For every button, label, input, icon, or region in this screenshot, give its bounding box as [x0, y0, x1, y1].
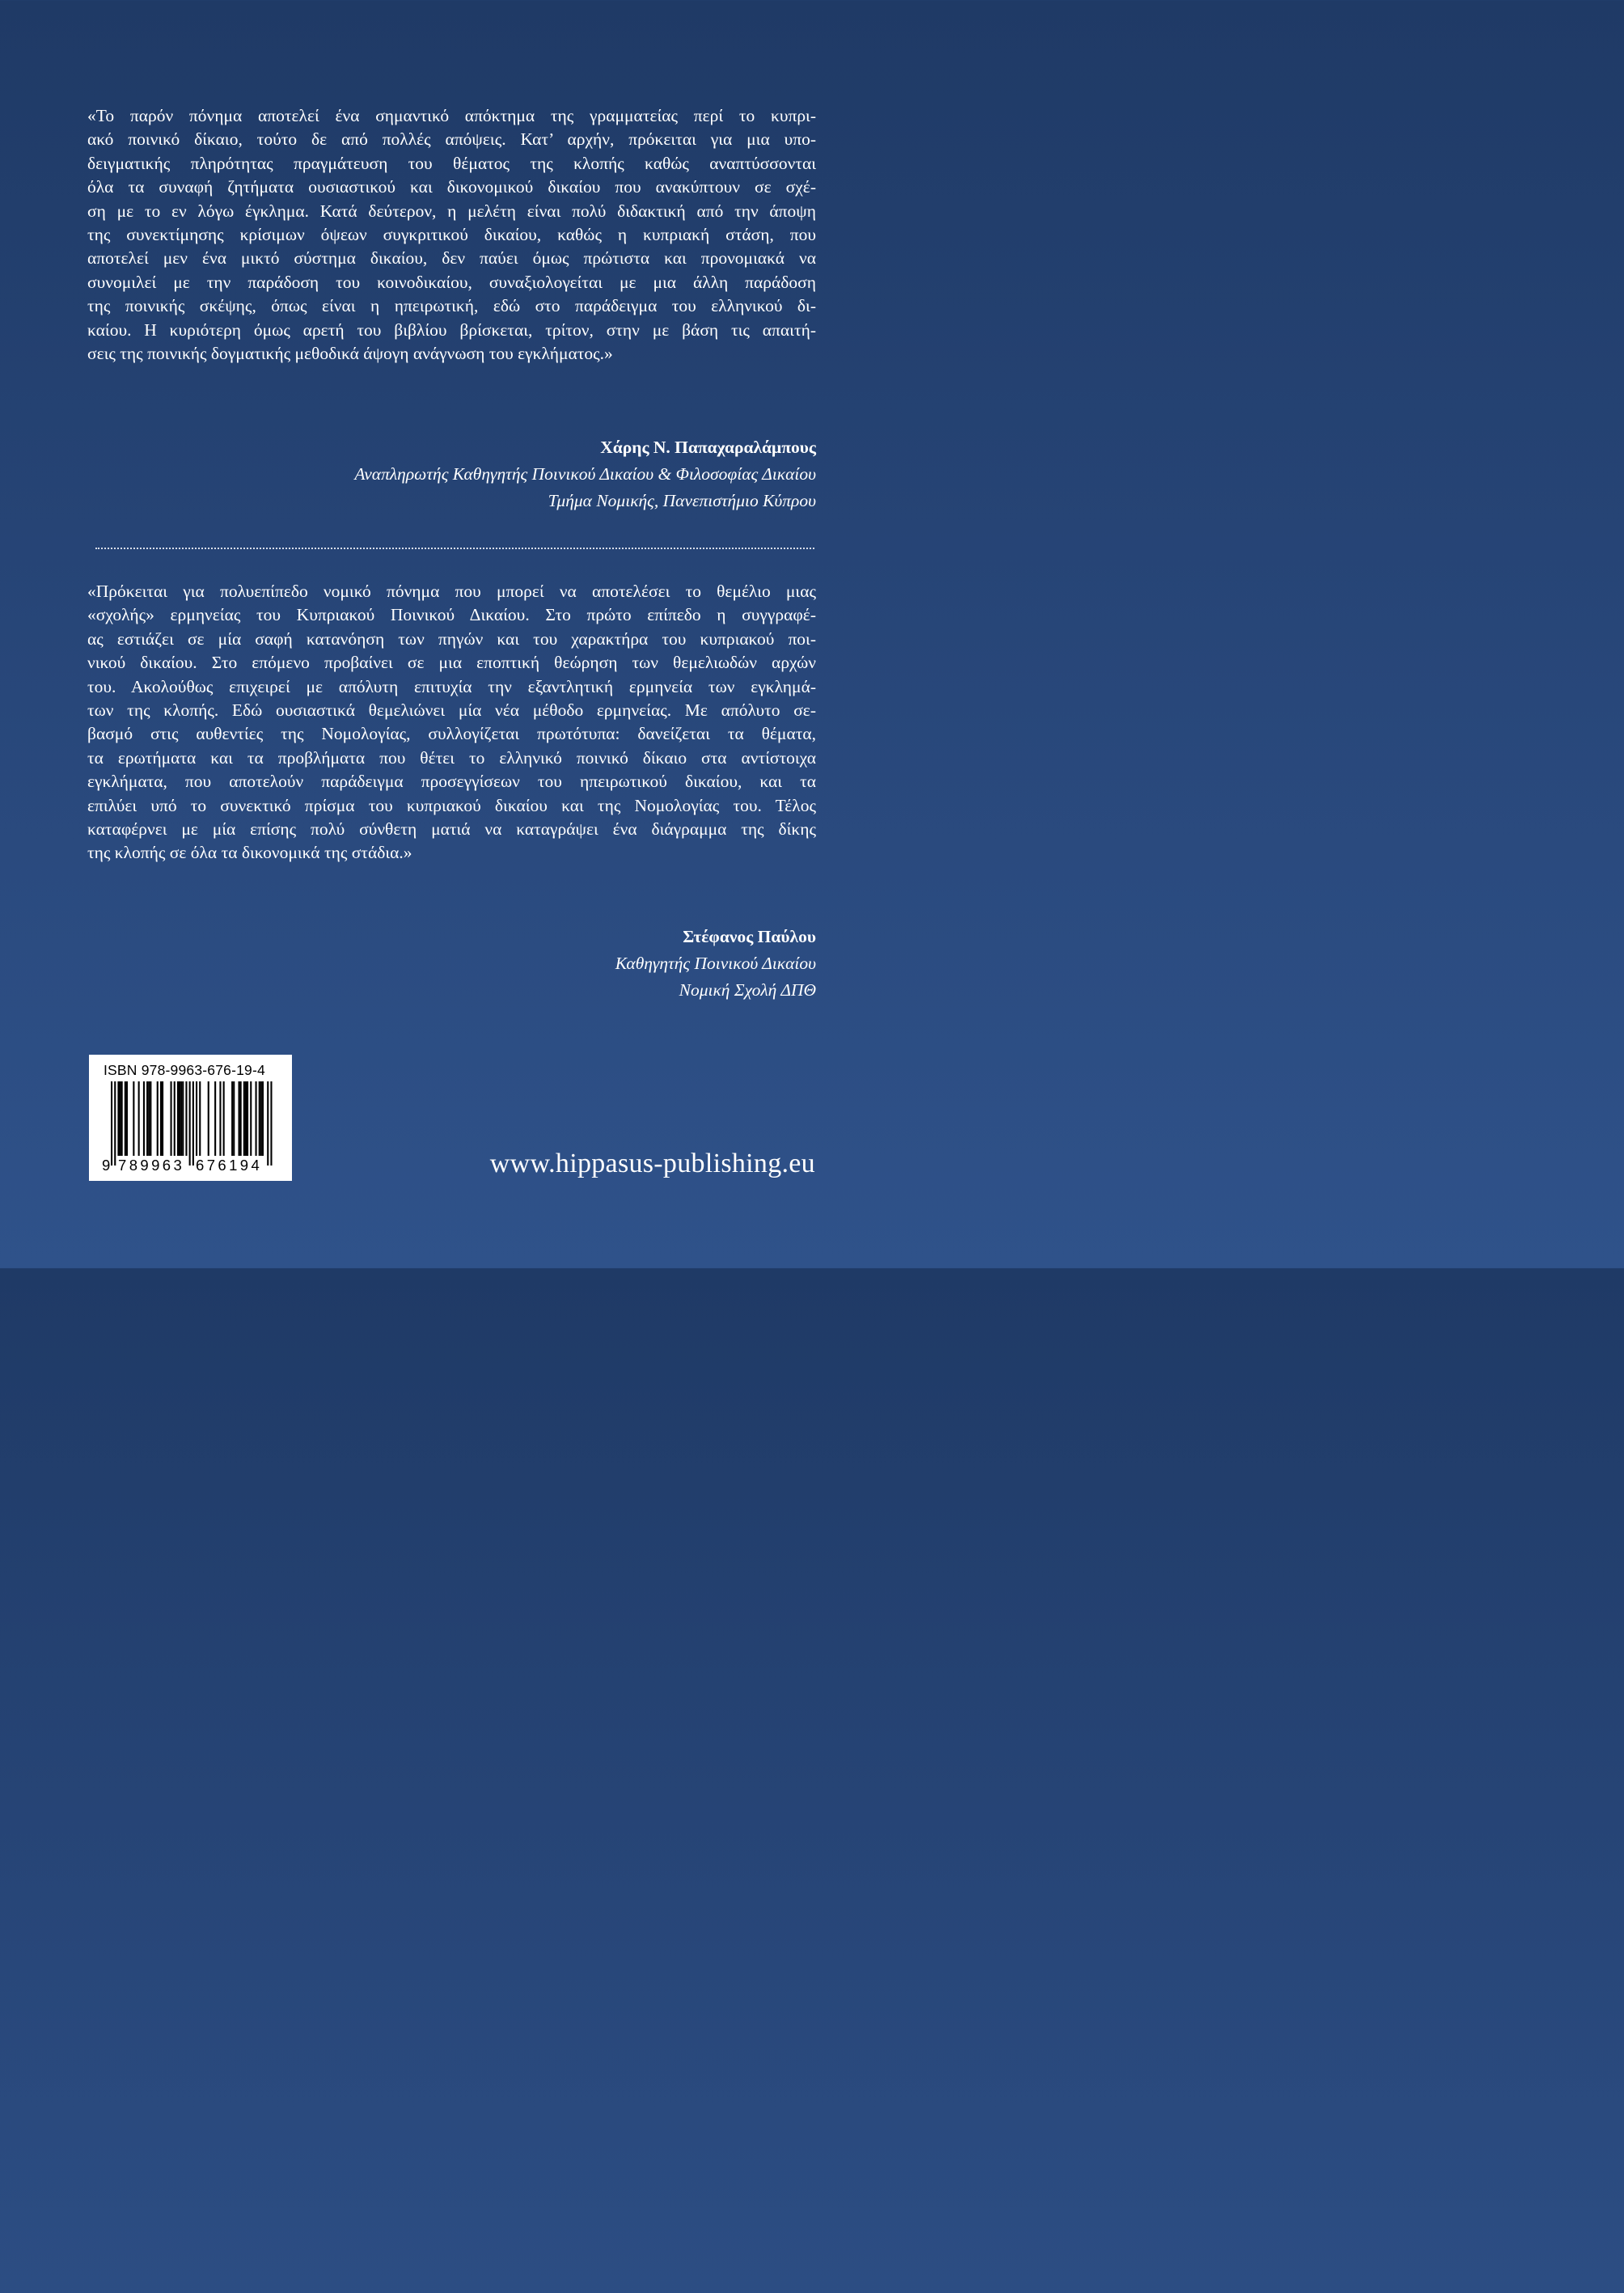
- quote-attribution-2: [615, 924, 816, 1004]
- barcode-bar: [262, 1081, 264, 1156]
- text-line: «Πρόκειται για πολυεπίπεδο νομικό πόνημα που μπορεί να αποτελέσει το θεμέλιο μιας: [87, 582, 816, 601]
- barcode-bar: [180, 1081, 182, 1156]
- barcode-guard-bar: [270, 1081, 272, 1166]
- text-line: τα ερωτήματα και τα προβλήματα που θέτει το ελληνικό ποινικό δίκαιο στα αντίστοιχα: [87, 747, 816, 768]
- barcode-bar: [243, 1081, 245, 1156]
- barcode-digits-right: 676194: [196, 1157, 263, 1174]
- barcode-guard-bar: [189, 1081, 191, 1166]
- barcode-bar: [174, 1081, 176, 1156]
- text-line: των της κλοπής. Εδώ ουσιαστικά θεμελιώνει μία νέα μέθοδο ερμηνείας. Με απόλυτο σε-: [87, 700, 816, 721]
- barcode-bar: [208, 1081, 209, 1156]
- text-line: βασμό στις αυθεντίες της Νομολογίας, συλλογίζεται πρωτότυπα: δανείζεται τα θέματα,: [87, 724, 816, 744]
- barcode-bar: [146, 1081, 148, 1156]
- barcode-bar: [223, 1081, 225, 1156]
- barcode-guard-bar: [267, 1081, 269, 1166]
- text-line: του. Ακολούθως επιχειρεί με απόλυτη επιτυχία την εξαντλητική ερμηνεία των εγκλημά-: [87, 676, 816, 696]
- barcode-digit-first: 9: [102, 1157, 111, 1174]
- barcode-bar: [162, 1081, 163, 1156]
- barcode-bar: [171, 1081, 172, 1156]
- text-line: «Το παρόν πόνημα αποτελεί ένα σημαντικό απόκτημα της γραμματείας περί το κυπρι-: [87, 106, 816, 125]
- barcode-bar: [185, 1081, 187, 1156]
- author-name: Χάρης Ν. Παπαχαραλάμπους: [600, 438, 816, 457]
- text-line: όλα τα συναφή ζητήματα ουσιαστικού και δικονομικού δικαίου που ανακύπτουν σε σχέ-: [87, 177, 816, 197]
- barcode-bar: [177, 1081, 179, 1156]
- barcode-bar: [148, 1081, 150, 1156]
- author-title: Αναπληρωτής Καθηγητής Ποινικού Δικαίου & Φιλοσοφίας Δικαίου: [354, 464, 816, 484]
- text-line: ακό ποινικό δίκαιο, τούτο δε από πολλές απόψεις. Κατ’ αρχήν, πρόκειται για μια υπο-: [87, 129, 816, 150]
- barcode-bar: [160, 1081, 162, 1156]
- quote-attribution-1: [354, 434, 816, 514]
- barcode-guard-bar: [114, 1081, 116, 1166]
- barcode-bar: [157, 1081, 159, 1156]
- barcode-bar: [239, 1081, 240, 1156]
- barcode-bar: [219, 1081, 221, 1156]
- isbn-barcode: [89, 1055, 292, 1181]
- publisher-website: www.hippasus-publishing.eu: [489, 1149, 815, 1178]
- barcode-bar: [214, 1081, 216, 1156]
- barcode-bar: [143, 1081, 145, 1156]
- barcode-bar: [182, 1081, 184, 1156]
- text-line: δειγματικής πληρότητας πραγμάτευση του θέματος της κλοπής καθώς αναπτύσσονται: [87, 153, 816, 173]
- text-line: σεις της ποινικής δογματικής μεθοδικά άψογη ανάγνωση του εγκλήματος.»: [87, 344, 613, 364]
- barcode-bar: [233, 1081, 235, 1156]
- barcode-guard-bar: [192, 1081, 194, 1166]
- barcode-bar: [250, 1081, 252, 1156]
- text-line: καταφέρνει με μία επίσης πολύ σύνθετη ματιά να καταγράψει ένα διάγραμμα της δίκης: [87, 819, 816, 840]
- author-affiliation: Νομική Σχολή ΔΠΘ: [679, 980, 816, 1000]
- barcode-bar: [256, 1081, 257, 1156]
- author-title: Καθηγητής Ποινικού Δικαίου: [615, 954, 816, 973]
- barcode-bar: [138, 1081, 140, 1156]
- text-line: ας εστιάζει σε μία σαφή κατανόηση των πηγών και του χαρακτήρα του κυπριακού ποι-: [87, 628, 816, 649]
- barcode-digits-left: 789963: [118, 1157, 185, 1174]
- barcode-bar: [133, 1081, 134, 1156]
- barcode-bar: [117, 1081, 119, 1156]
- barcode-bar: [121, 1081, 123, 1156]
- quote-paragraph-1: [87, 104, 816, 366]
- barcode-bar: [126, 1081, 128, 1156]
- barcode-bar: [245, 1081, 247, 1156]
- barcode-bar: [260, 1081, 262, 1156]
- isbn-number: ISBN 978-9963-676-19-4: [104, 1062, 265, 1078]
- barcode-bar: [150, 1081, 151, 1156]
- text-line: αποτελεί μεν ένα μικτό σύστημα δικαίου, δεν παύει όμως πρώτιστα και προνομιακά να: [87, 248, 816, 269]
- text-line: ση με το εν λόγω έγκλημα. Κατά δεύτερον, η μελέτη είναι πολύ διδακτική από την άποψη: [87, 201, 816, 221]
- text-line: εγκλήματα, που αποτελούν παράδειγμα προσεγγίσεων του ηπειρωτικού δικαίου, και τα: [87, 772, 816, 792]
- barcode-bar: [240, 1081, 242, 1156]
- text-line: «σχολής» ερμηνείας του Κυπριακού Ποινικού Δικαίου. Στο πρώτο επίπεδο η συγγραφέ-: [87, 605, 816, 625]
- barcode-bar: [199, 1081, 201, 1156]
- author-name: Στέφανος Παύλου: [683, 927, 816, 946]
- barcode-bar: [231, 1081, 233, 1156]
- quote-paragraph-2: [87, 580, 816, 865]
- barcode-bar: [125, 1081, 126, 1156]
- barcode-bar: [120, 1081, 121, 1156]
- barcode-bar: [196, 1081, 197, 1156]
- dotted-divider: [95, 548, 814, 549]
- text-line: της συνεκτίμησης κρίσιμων όψεων συγκριτικού δικαίου, καθώς η κυπριακή στάση, που: [87, 225, 816, 245]
- barcode-bar: [179, 1081, 180, 1156]
- text-line: καίου. Η κυριότερη όμως αρετή του βιβλίου βρίσκεται, τρίτον, στην με βάση τις απαιτή-: [87, 319, 816, 340]
- barcode-bar: [259, 1081, 260, 1156]
- text-line: συνομιλεί με την παράδοση του κοινοδικαίου, συναξιολογείται με μια άλλη παράδοση: [87, 272, 816, 292]
- text-line: νικού δικαίου. Στο επόμενο προβαίνει σε μια εποπτική θεώρηση των θεμελιωδών αρχών: [87, 653, 816, 673]
- author-affiliation: Τμήμα Νομικής, Πανεπιστήμιο Κύπρου: [548, 491, 816, 510]
- barcode-bar: [247, 1081, 248, 1156]
- barcode-guard-bar: [111, 1081, 112, 1166]
- text-line: της ποινικής σκέψης, όπως είναι η ηπειρωτική, εδώ στο παράδειγμα του ελληνικού δι-: [87, 296, 816, 316]
- text-line: της κλοπής σε όλα τα δικονομικά της στάδια.»: [87, 843, 412, 863]
- text-line: επιλύει υπό το συνεκτικό πρίσμα του κυπριακού δικαίου και της Νομολογίας του. Τέλος: [87, 795, 816, 815]
